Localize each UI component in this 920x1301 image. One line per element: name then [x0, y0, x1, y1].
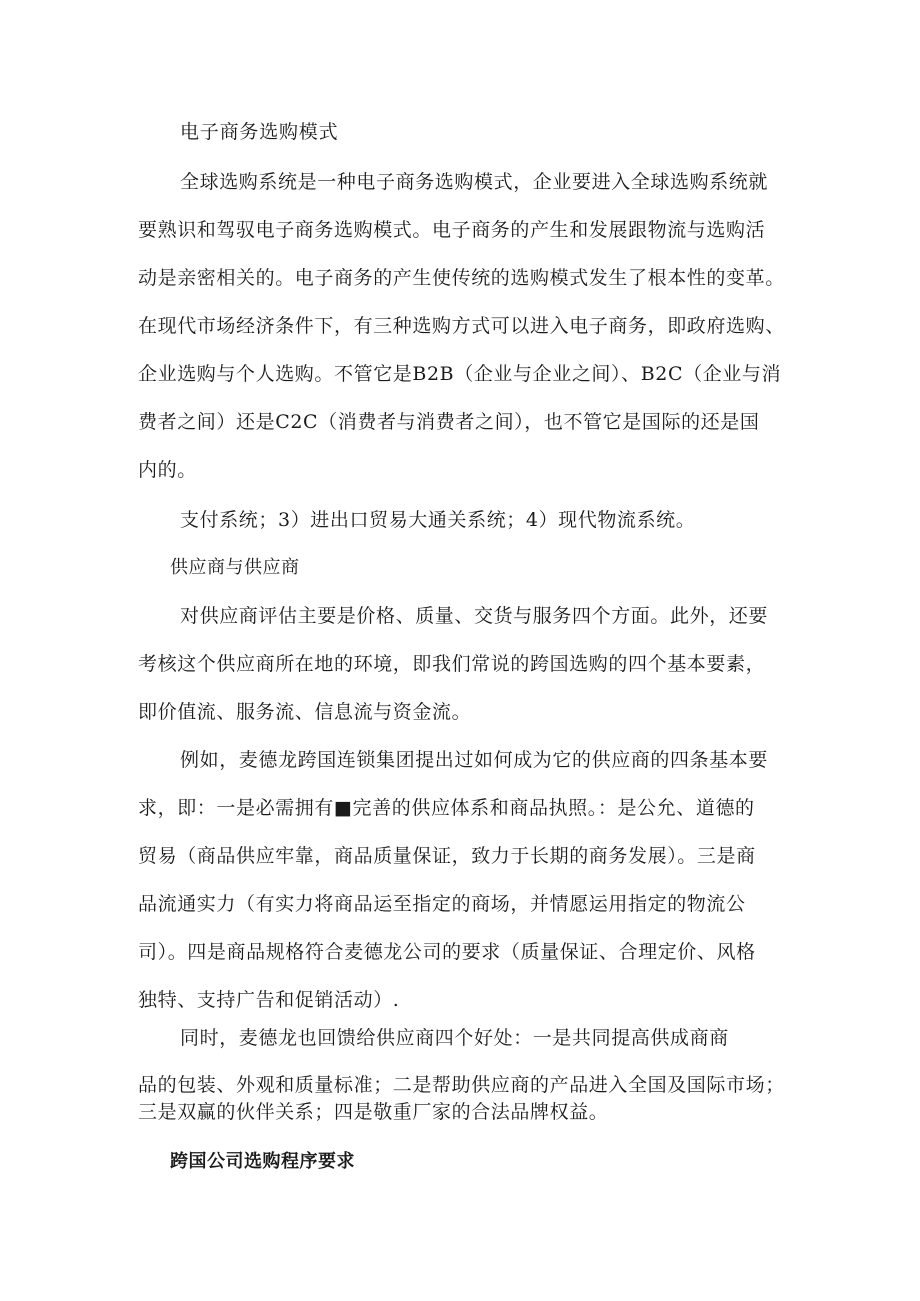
paragraph-line: 同时，麦德龙也回馈给供应商四个好处：一是共同提高供成商商: [180, 1027, 729, 1049]
paragraph-line: 在现代市场经济条件下，有三种选购方式可以进入电子商务，即政府选购、: [138, 315, 785, 337]
paragraph-line: 企业选购与个人选购。不管它是B2B（企业与企业之间）、B2C（企业与消: [138, 363, 782, 385]
paragraph-line: 例如，麦德龙跨国连锁集团提出过如何成为它的供应商的四条基本要: [180, 749, 769, 771]
section-heading-suppliers: 供应商与供应商: [170, 557, 300, 578]
paragraph-line: 考核这个供应商所在地的环境，即我们常说的跨国选购的四个基本要素，: [138, 653, 766, 675]
paragraph-line: 贸易（商品供应牢靠，商品质量保证，致力于长期的商务发展）。三是商: [138, 845, 756, 867]
paragraph-line: 品流通实力（有实力将商品运至指定的商场，并情愿运用指定的物流公: [138, 893, 746, 915]
paragraph-line: 求，即：一是必需拥有■完善的供应体系和商品执照。：是公允、道德的: [138, 797, 755, 819]
section-heading-ecommerce: 电子商务选购模式: [180, 121, 339, 143]
paragraph-line: 要熟识和驾驭电子商务选购模式。电子商务的产生和发展跟物流与选购活: [138, 219, 766, 241]
section-heading-procurement: 跨国公司选购程序要求: [170, 1151, 355, 1172]
paragraph-line: 内的。: [138, 459, 197, 481]
paragraph-line: 对供应商评估主要是价格、质量、交货与服务四个方面。此外，还要: [180, 605, 769, 627]
paragraph-line: 司）。四是商品规格符合麦德龙公司的要求（质量保证、合理定价、风格: [138, 941, 756, 963]
paragraph-line: 费者之间）还是C2C（消费者与消费者之间），也不管它是国际的还是国: [138, 411, 760, 433]
paragraph-line: 品的包装、外观和质量标准；二是帮助供应商的产品进入全国及国际市场；: [138, 1074, 785, 1096]
paragraph-line: 即价值流、服务流、信息流与资金流。: [138, 701, 472, 723]
paragraph-line: 动是亲密相关的。电子商务的产生使传统的选购模式发生了根本性的变革。: [138, 267, 785, 289]
paragraph-line: 支付系统；3）进出口贸易大通关系统；4）现代物流系统。: [180, 509, 696, 531]
paragraph-line: 三是双赢的伙伴关系；四是敬重厂家的合法品牌权益。: [138, 1101, 609, 1123]
paragraph-line: 全球选购系统是一种电子商务选购模式，企业要进入全球选购系统就: [180, 171, 769, 193]
paragraph-line: 独特、支持广告和促销活动）.: [138, 989, 400, 1011]
